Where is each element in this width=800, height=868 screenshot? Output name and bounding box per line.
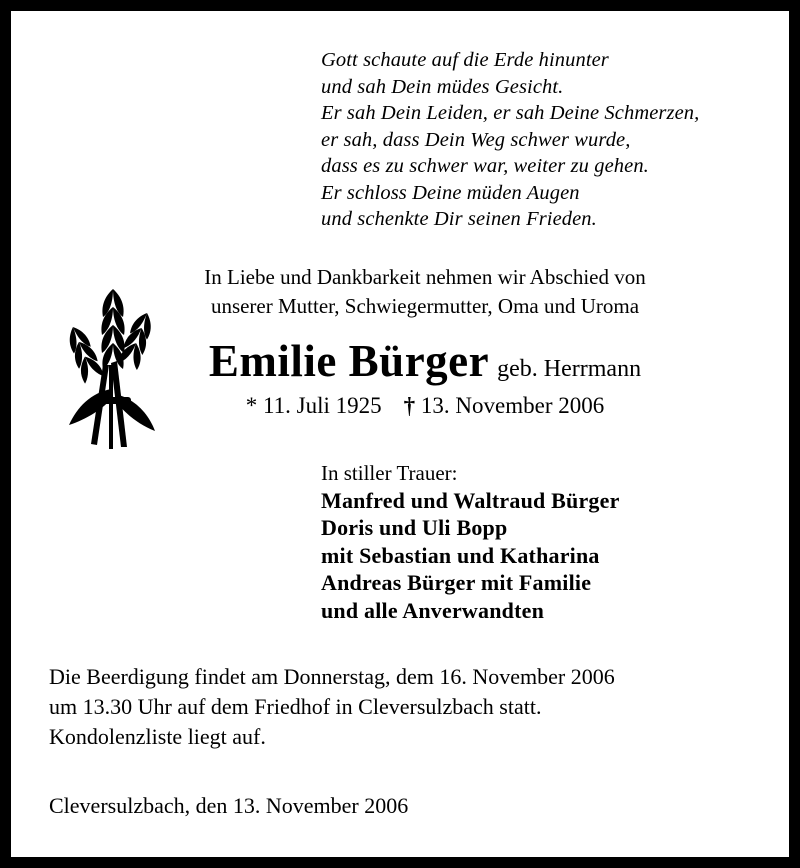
cross-icon: † (403, 392, 416, 418)
page-title: Emilie Bürger (208, 335, 490, 386)
place-and-date: Cleversulzbach, den 13. November 2006 (49, 793, 409, 818)
mourner-line: und alle Anverwandten (321, 597, 545, 623)
poem-line: und schenkte Dir seinen Frieden. (321, 208, 597, 230)
mourner-line: mit Sebastian und Katharina (321, 542, 600, 568)
poem-block (49, 47, 751, 233)
intro-line: unserer Mutter, Schwiegermutter, Oma und Uroma (210, 293, 640, 318)
death-date: 13. November 2006 (420, 392, 605, 418)
poem-line: Er schloss Deine müden Augen (321, 181, 580, 204)
mourner-line: Manfred und Waltraud Bürger (321, 487, 620, 513)
mourner-line: Doris und Uli Bopp (321, 515, 508, 540)
birth-date: * 11. Juli 1925 (245, 392, 382, 418)
wheat-sheaf-icon (39, 269, 199, 459)
poem-line: er sah, dass Dein Weg schwer wurde, (321, 128, 631, 151)
funeral-details (49, 662, 751, 752)
poem-line: Gott schaute auf die Erde hinunter (321, 49, 609, 71)
mourner-line: Andreas Bürger mit Familie (321, 570, 592, 595)
poem-line: und sah Dein müdes Gesicht. (321, 75, 564, 98)
obituary-inner (11, 11, 789, 857)
funeral-line: Kondolenzliste liegt auf. (49, 724, 266, 749)
maiden-name: geb. Herrmann (497, 355, 642, 382)
funeral-line: um 13.30 Uhr auf dem Friedhof in Cleversulzbach statt. (49, 694, 542, 719)
poem-line: Er sah Dein Leiden, er sah Deine Schmerzen, (321, 102, 700, 124)
intro-line: In Liebe und Dankbarkeit nehmen wir Abschied von (204, 264, 646, 289)
poem-line: dass es zu schwer war, weiter zu gehen. (321, 155, 649, 177)
mourning-header: In stiller Trauer: (321, 460, 458, 485)
mourners-block (49, 459, 751, 625)
funeral-line: Die Beerdigung findet am Donnerstag, dem 16. November 2006 (49, 664, 615, 689)
